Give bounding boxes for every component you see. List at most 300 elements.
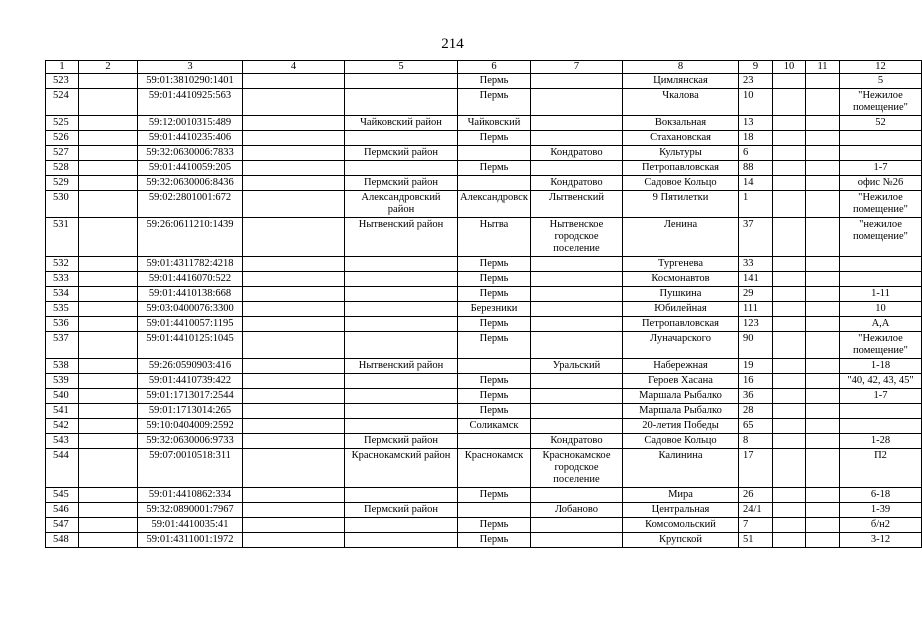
table-row — [46, 404, 922, 419]
cell-col-3: 59:01:4311001:1972 — [138, 533, 243, 548]
cell-col-11 — [806, 518, 840, 533]
cell-col-5 — [345, 332, 458, 359]
cell-col-6 — [458, 434, 531, 449]
cell-col-9: 16 — [739, 374, 773, 389]
cell-col-4 — [243, 317, 345, 332]
cell-col-7 — [531, 287, 623, 302]
column-header-11: 11 — [806, 61, 840, 74]
cell-col-9: 17 — [739, 449, 773, 488]
cell-col-4 — [243, 218, 345, 257]
cell-col-8: Садовое Кольцо — [623, 176, 739, 191]
cell-col-12: 6-18 — [840, 488, 922, 503]
header-row — [46, 61, 922, 74]
cell-col-3: 59:12:0010315:489 — [138, 116, 243, 131]
cell-col-9: 6 — [739, 146, 773, 161]
cell-col-4 — [243, 332, 345, 359]
table-row — [46, 176, 922, 191]
cell-col-5: Пермский район — [345, 146, 458, 161]
cell-col-11 — [806, 191, 840, 218]
cell-col-6: Пермь — [458, 518, 531, 533]
cell-col-4 — [243, 146, 345, 161]
table-row — [46, 74, 922, 89]
cell-col-7 — [531, 533, 623, 548]
table-row — [46, 332, 922, 359]
cell-col-1: 530 — [46, 191, 79, 218]
cell-col-11 — [806, 404, 840, 419]
cell-col-6: Пермь — [458, 374, 531, 389]
cell-col-6: Краснокамск — [458, 449, 531, 488]
cell-col-2 — [79, 332, 138, 359]
cell-col-2 — [79, 389, 138, 404]
cell-col-10 — [773, 389, 806, 404]
table-row — [46, 518, 922, 533]
cell-col-1: 541 — [46, 404, 79, 419]
cell-col-4 — [243, 359, 345, 374]
cell-col-2 — [79, 131, 138, 146]
cell-col-4 — [243, 191, 345, 218]
cell-col-12: 1-7 — [840, 161, 922, 176]
cell-col-3: 59:32:0630006:9733 — [138, 434, 243, 449]
cell-col-5: Пермский район — [345, 176, 458, 191]
cell-col-9: 141 — [739, 272, 773, 287]
cell-col-3: 59:03:0400076:3300 — [138, 302, 243, 317]
table-row — [46, 389, 922, 404]
cell-col-1: 546 — [46, 503, 79, 518]
column-header-1: 1 — [46, 61, 79, 74]
cell-col-12: "нежилое помещение" — [840, 218, 922, 257]
cell-col-11 — [806, 272, 840, 287]
cell-col-4 — [243, 488, 345, 503]
cell-col-4 — [243, 131, 345, 146]
cell-col-9: 13 — [739, 116, 773, 131]
column-header-7: 7 — [531, 61, 623, 74]
cell-col-4 — [243, 116, 345, 131]
cell-col-7 — [531, 404, 623, 419]
cell-col-8: Космонавтов — [623, 272, 739, 287]
cell-col-7 — [531, 518, 623, 533]
table-row — [46, 287, 922, 302]
cell-col-2 — [79, 533, 138, 548]
cell-col-4 — [243, 257, 345, 272]
cell-col-2 — [79, 287, 138, 302]
cell-col-11 — [806, 89, 840, 116]
cell-col-8: Петропавловская — [623, 161, 739, 176]
cell-col-2 — [79, 218, 138, 257]
cell-col-7 — [531, 419, 623, 434]
cell-col-2 — [79, 374, 138, 389]
cell-col-1: 536 — [46, 317, 79, 332]
cell-col-7: Краснокамское городское поселение — [531, 449, 623, 488]
cell-col-9: 29 — [739, 287, 773, 302]
cell-col-3: 59:10:0404009:2592 — [138, 419, 243, 434]
cell-col-4 — [243, 374, 345, 389]
table-row — [46, 434, 922, 449]
cell-col-10 — [773, 89, 806, 116]
cell-col-9: 14 — [739, 176, 773, 191]
cell-col-10 — [773, 317, 806, 332]
cell-col-1: 524 — [46, 89, 79, 116]
cell-col-3: 59:01:4410057:1195 — [138, 317, 243, 332]
cell-col-5: Краснокамский район — [345, 449, 458, 488]
table-row — [46, 131, 922, 146]
cell-col-7 — [531, 488, 623, 503]
cell-col-3: 59:01:3810290:1401 — [138, 74, 243, 89]
cell-col-4 — [243, 287, 345, 302]
cell-col-8: Юбилейная — [623, 302, 739, 317]
cell-col-8: Чкалова — [623, 89, 739, 116]
cell-col-5 — [345, 272, 458, 287]
cell-col-6: Пермь — [458, 161, 531, 176]
cell-col-12: "40, 42, 43, 45" — [840, 374, 922, 389]
cell-col-1: 548 — [46, 533, 79, 548]
cell-col-12 — [840, 131, 922, 146]
cell-col-12: 10 — [840, 302, 922, 317]
cell-col-8: Культуры — [623, 146, 739, 161]
cell-col-11 — [806, 161, 840, 176]
cell-col-8: Пушкина — [623, 287, 739, 302]
cell-col-5 — [345, 74, 458, 89]
cell-col-6: Пермь — [458, 389, 531, 404]
table-row — [46, 218, 922, 257]
cell-col-1: 538 — [46, 359, 79, 374]
cell-col-11 — [806, 488, 840, 503]
cell-col-6: Пермь — [458, 131, 531, 146]
cell-col-9: 123 — [739, 317, 773, 332]
cell-col-3: 59:01:4410862:334 — [138, 488, 243, 503]
cell-col-8: Набережная — [623, 359, 739, 374]
cell-col-5 — [345, 131, 458, 146]
cell-col-9: 18 — [739, 131, 773, 146]
cell-col-3: 59:32:0630006:7833 — [138, 146, 243, 161]
cell-col-10 — [773, 419, 806, 434]
cell-col-7: Лытвенский — [531, 191, 623, 218]
cell-col-6: Березники — [458, 302, 531, 317]
cell-col-10 — [773, 533, 806, 548]
cell-col-9: 24/1 — [739, 503, 773, 518]
table-body — [46, 74, 922, 548]
cell-col-8: Мира — [623, 488, 739, 503]
cell-col-11 — [806, 74, 840, 89]
cell-col-9: 37 — [739, 218, 773, 257]
cell-col-12: 3-12 — [840, 533, 922, 548]
page-number: 214 — [441, 36, 464, 52]
cell-col-12: 52 — [840, 116, 922, 131]
cell-col-2 — [79, 74, 138, 89]
column-header-2: 2 — [79, 61, 138, 74]
cell-col-7: Кондратово — [531, 176, 623, 191]
cell-col-7 — [531, 116, 623, 131]
cell-col-7 — [531, 161, 623, 176]
cell-col-8: Цимлянская — [623, 74, 739, 89]
cell-col-8: Крупской — [623, 533, 739, 548]
cell-col-12: 1-7 — [840, 389, 922, 404]
cell-col-5 — [345, 533, 458, 548]
cell-col-12: А,А — [840, 317, 922, 332]
cell-col-7: Кондратово — [531, 146, 623, 161]
cell-col-3: 59:01:4410059:205 — [138, 161, 243, 176]
cell-col-3: 59:01:4410035:41 — [138, 518, 243, 533]
cell-col-4 — [243, 161, 345, 176]
cell-col-1: 529 — [46, 176, 79, 191]
cell-col-7 — [531, 257, 623, 272]
cell-col-6: Пермь — [458, 74, 531, 89]
cell-col-5 — [345, 488, 458, 503]
cell-col-10 — [773, 287, 806, 302]
cell-col-2 — [79, 449, 138, 488]
column-header-10: 10 — [773, 61, 806, 74]
cell-col-1: 534 — [46, 287, 79, 302]
cell-col-2 — [79, 116, 138, 131]
cell-col-12 — [840, 272, 922, 287]
cell-col-1: 528 — [46, 161, 79, 176]
cell-col-1: 532 — [46, 257, 79, 272]
cell-col-8: Маршала Рыбалко — [623, 404, 739, 419]
column-header-6: 6 — [458, 61, 531, 74]
cell-col-2 — [79, 488, 138, 503]
cell-col-10 — [773, 518, 806, 533]
cell-col-7 — [531, 302, 623, 317]
cell-col-12: 1-28 — [840, 434, 922, 449]
cell-col-1: 547 — [46, 518, 79, 533]
cell-col-8: Маршала Рыбалко — [623, 389, 739, 404]
cell-col-4 — [243, 449, 345, 488]
cell-col-5 — [345, 302, 458, 317]
cell-col-11 — [806, 116, 840, 131]
cell-col-8: 9 Пятилетки — [623, 191, 739, 218]
cell-col-2 — [79, 434, 138, 449]
cell-col-10 — [773, 146, 806, 161]
cell-col-5 — [345, 518, 458, 533]
cell-col-11 — [806, 332, 840, 359]
cell-col-1: 526 — [46, 131, 79, 146]
cell-col-12: офис №26 — [840, 176, 922, 191]
table-row — [46, 116, 922, 131]
cell-col-8: Стахановская — [623, 131, 739, 146]
cell-col-11 — [806, 176, 840, 191]
cell-col-6 — [458, 359, 531, 374]
cell-col-6: Соликамск — [458, 419, 531, 434]
cell-col-9: 1 — [739, 191, 773, 218]
cell-col-10 — [773, 374, 806, 389]
cell-col-7 — [531, 89, 623, 116]
cell-col-8: Комсомольский — [623, 518, 739, 533]
cell-col-9: 23 — [739, 74, 773, 89]
cell-col-1: 543 — [46, 434, 79, 449]
cell-col-4 — [243, 302, 345, 317]
table-row — [46, 488, 922, 503]
cell-col-4 — [243, 503, 345, 518]
cell-col-8: 20-летия Победы — [623, 419, 739, 434]
cell-col-4 — [243, 74, 345, 89]
cell-col-2 — [79, 503, 138, 518]
cell-col-10 — [773, 191, 806, 218]
cell-col-11 — [806, 257, 840, 272]
table-row — [46, 359, 922, 374]
table-row — [46, 302, 922, 317]
cell-col-6: Пермь — [458, 272, 531, 287]
cell-col-9: 10 — [739, 89, 773, 116]
cell-col-6 — [458, 146, 531, 161]
cell-col-10 — [773, 404, 806, 419]
cell-col-3: 59:01:4416070:522 — [138, 272, 243, 287]
table-row — [46, 257, 922, 272]
cell-col-3: 59:01:1713017:2544 — [138, 389, 243, 404]
cell-col-10 — [773, 74, 806, 89]
cell-col-5 — [345, 89, 458, 116]
cell-col-2 — [79, 176, 138, 191]
cell-col-6: Пермь — [458, 488, 531, 503]
table-row — [46, 146, 922, 161]
cell-col-11 — [806, 374, 840, 389]
cell-col-3: 59:32:0630006:8436 — [138, 176, 243, 191]
cell-col-12: 5 — [840, 74, 922, 89]
table-row — [46, 191, 922, 218]
cell-col-6: Чайковский — [458, 116, 531, 131]
cell-col-8: Героев Хасана — [623, 374, 739, 389]
cell-col-6 — [458, 503, 531, 518]
cell-col-11 — [806, 287, 840, 302]
cell-col-1: 525 — [46, 116, 79, 131]
cell-col-6 — [458, 176, 531, 191]
table-row — [46, 161, 922, 176]
cell-col-9: 7 — [739, 518, 773, 533]
cell-col-5: Пермский район — [345, 503, 458, 518]
cell-col-11 — [806, 434, 840, 449]
cell-col-7 — [531, 332, 623, 359]
cell-col-5 — [345, 287, 458, 302]
cell-col-8: Петропавловская — [623, 317, 739, 332]
cell-col-11 — [806, 146, 840, 161]
cell-col-2 — [79, 89, 138, 116]
cell-col-4 — [243, 389, 345, 404]
column-header-3: 3 — [138, 61, 243, 74]
cell-col-9: 28 — [739, 404, 773, 419]
cell-col-3: 59:01:4410125:1045 — [138, 332, 243, 359]
cell-col-5: Нытвенский район — [345, 359, 458, 374]
cell-col-12 — [840, 404, 922, 419]
cell-col-8: Вокзальная — [623, 116, 739, 131]
cell-col-4 — [243, 272, 345, 287]
cell-col-5 — [345, 404, 458, 419]
cell-col-10 — [773, 503, 806, 518]
cell-col-7: Лобаново — [531, 503, 623, 518]
cell-col-3: 59:26:0590903:416 — [138, 359, 243, 374]
table-row — [46, 503, 922, 518]
cell-col-5: Нытвенский район — [345, 218, 458, 257]
cell-col-10 — [773, 257, 806, 272]
cell-col-3: 59:01:4410138:668 — [138, 287, 243, 302]
cell-col-3: 59:02:2801001:672 — [138, 191, 243, 218]
cell-col-1: 539 — [46, 374, 79, 389]
cell-col-6: Пермь — [458, 257, 531, 272]
cell-col-5: Пермский район — [345, 434, 458, 449]
cell-col-4 — [243, 176, 345, 191]
cell-col-8: Ленина — [623, 218, 739, 257]
column-header-5: 5 — [345, 61, 458, 74]
cell-col-2 — [79, 317, 138, 332]
cell-col-10 — [773, 359, 806, 374]
cell-col-10 — [773, 272, 806, 287]
cell-col-10 — [773, 176, 806, 191]
cell-col-11 — [806, 449, 840, 488]
cell-col-10 — [773, 218, 806, 257]
cell-col-3: 59:01:4410925:563 — [138, 89, 243, 116]
cell-col-5 — [345, 317, 458, 332]
cell-col-3: 59:01:4410235:406 — [138, 131, 243, 146]
cell-col-8: Центральная — [623, 503, 739, 518]
cell-col-12: 1-18 — [840, 359, 922, 374]
column-header-4: 4 — [243, 61, 345, 74]
cell-col-11 — [806, 533, 840, 548]
cell-col-10 — [773, 488, 806, 503]
cell-col-4 — [243, 404, 345, 419]
cell-col-10 — [773, 434, 806, 449]
cell-col-12 — [840, 257, 922, 272]
cell-col-6: Пермь — [458, 89, 531, 116]
table-row — [46, 272, 922, 287]
cell-col-10 — [773, 116, 806, 131]
cell-col-12: "Нежилое помещение" — [840, 89, 922, 116]
cell-col-7 — [531, 389, 623, 404]
cell-col-9: 111 — [739, 302, 773, 317]
table-row — [46, 533, 922, 548]
cell-col-5 — [345, 419, 458, 434]
cell-col-7 — [531, 272, 623, 287]
cell-col-7: Уральский — [531, 359, 623, 374]
cell-col-2 — [79, 257, 138, 272]
cell-col-1: 523 — [46, 74, 79, 89]
cell-col-4 — [243, 533, 345, 548]
table-row — [46, 419, 922, 434]
cell-col-5 — [345, 389, 458, 404]
table-row — [46, 89, 922, 116]
cell-col-12: 1-39 — [840, 503, 922, 518]
cell-col-1: 537 — [46, 332, 79, 359]
cell-col-11 — [806, 503, 840, 518]
cell-col-6: Пермь — [458, 404, 531, 419]
cell-col-8: Тургенева — [623, 257, 739, 272]
cell-col-7 — [531, 374, 623, 389]
cell-col-1: 535 — [46, 302, 79, 317]
cell-col-1: 542 — [46, 419, 79, 434]
cell-col-4 — [243, 518, 345, 533]
cell-col-4 — [243, 89, 345, 116]
cell-col-9: 26 — [739, 488, 773, 503]
cell-col-12: "Нежилое помещение" — [840, 191, 922, 218]
cell-col-12: б/н2 — [840, 518, 922, 533]
cell-col-2 — [79, 191, 138, 218]
cell-col-2 — [79, 272, 138, 287]
cell-col-1: 527 — [46, 146, 79, 161]
cell-col-3: 59:32:0890001:7967 — [138, 503, 243, 518]
cell-col-5: Чайковский район — [345, 116, 458, 131]
table-row — [46, 449, 922, 488]
cell-col-6: Пермь — [458, 533, 531, 548]
cell-col-10 — [773, 131, 806, 146]
cell-col-6: Пермь — [458, 332, 531, 359]
cell-col-12: "Нежилое помещение" — [840, 332, 922, 359]
table-row — [46, 374, 922, 389]
cell-col-7 — [531, 131, 623, 146]
cell-col-9: 8 — [739, 434, 773, 449]
cell-col-11 — [806, 389, 840, 404]
cell-col-1: 531 — [46, 218, 79, 257]
cell-col-11 — [806, 317, 840, 332]
cell-col-2 — [79, 419, 138, 434]
cell-col-6: Пермь — [458, 287, 531, 302]
cell-col-12: 1-11 — [840, 287, 922, 302]
cell-col-11 — [806, 302, 840, 317]
